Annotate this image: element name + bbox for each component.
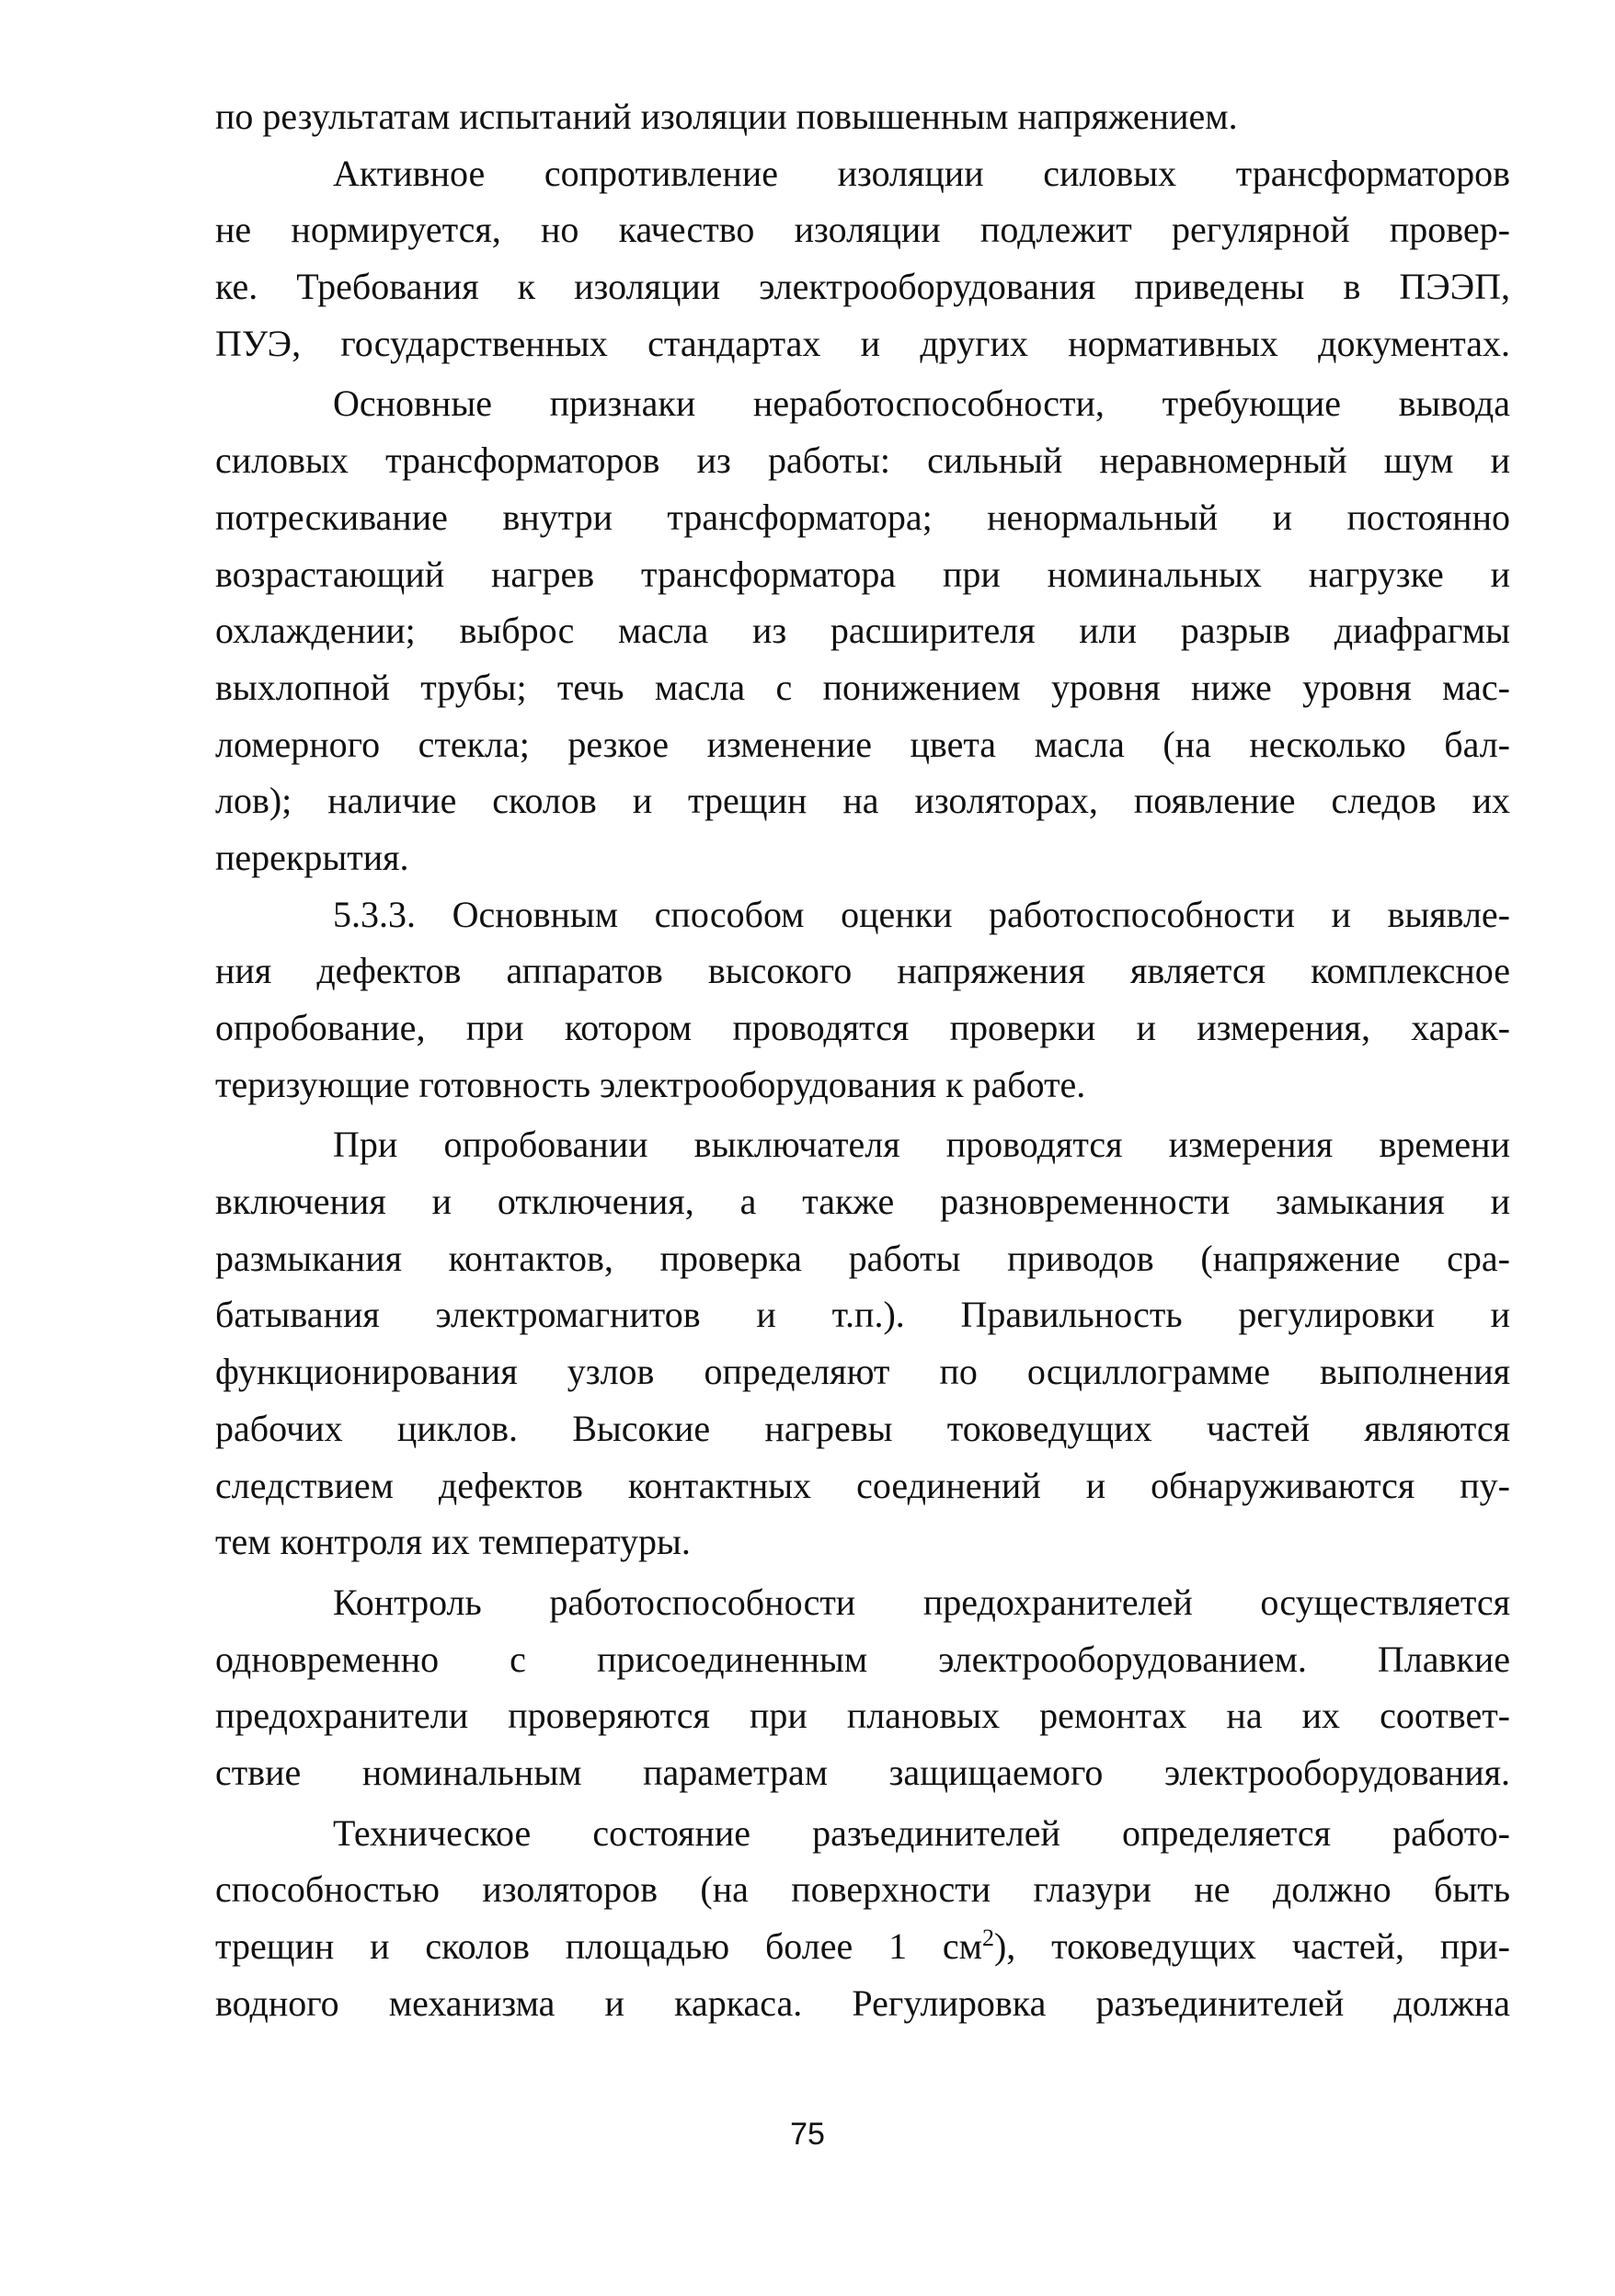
text-line: размыкания контактов, проверка работы приводов (напряжение сра-: [215, 1237, 1510, 1279]
text-line: функционирования узлов определяют по осциллограмме выполнения: [215, 1351, 1510, 1393]
text-line: предохранители проверяются при плановых ремонтах на их соответ-: [215, 1695, 1510, 1737]
text-line: ствие номинальным параметрам защищаемого электрооборудования.: [215, 1751, 1510, 1793]
text-line: потрескивание внутри трансформатора; ненормальный и постоянно: [215, 496, 1510, 538]
text-line: включения и отключения, а также разновременности замыкания и: [215, 1181, 1510, 1223]
text-line: способностью изоляторов (на поверхности глазури не должно быть: [215, 1868, 1510, 1911]
text-line: силовых трансформаторов из работы: сильный неравномерный шум и: [215, 440, 1510, 482]
text-line: [215, 1918, 1510, 1975]
text-line: не нормируется, но качество изоляции подлежит регулярной провер-: [215, 209, 1510, 251]
text-line: Контроль работоспособности предохранителей осуществляется: [333, 1581, 1510, 1623]
text-line: ломерного стекла; резкое изменение цвета масла (на несколько бал-: [215, 723, 1510, 765]
text-line: водного механизма и каркаса. Регулировка разъединителей должна: [215, 1982, 1510, 2024]
text-line: по результатам испытаний изоляции повышенным напряжением.: [215, 96, 1238, 137]
text-line: 5.3.3. Основным способом оценки работоспособности и выявле-: [333, 893, 1510, 935]
text-line: Активное сопротивление изоляции силовых трансформаторов: [333, 152, 1510, 194]
text-fragment: ), токоведущих частей, при-: [993, 1925, 1510, 1967]
superscript: 2: [981, 1925, 994, 1951]
text-line: одновременно с присоединенным электрооборудованием. Плавкие: [215, 1638, 1510, 1680]
text-line: Основные признаки неработоспособности, требующие вывода: [333, 383, 1510, 425]
text-line: тем контроля их температуры.: [215, 1521, 691, 1563]
text-line: ния дефектов аппаратов высокого напряжения является комплексное: [215, 950, 1510, 992]
text-line: лов); наличие сколов и трещин на изоляторах, появление следов их: [215, 780, 1510, 822]
text-line: теризующие готовность электрооборудования к работе.: [215, 1063, 1086, 1105]
text-line: ПУЭ, государственных стандартах и других нормативных документах.: [215, 322, 1510, 364]
text-line: охлаждении; выброс масла из расширителя или разрыв диафрагмы: [215, 610, 1510, 652]
page-body: [215, 88, 1510, 2031]
text-line: опробование, при котором проводятся проверки и измерения, харак-: [215, 1007, 1510, 1048]
page-number: 75: [790, 2117, 825, 2152]
text-line: следствием дефектов контактных соединений и обнаруживаются пу-: [215, 1464, 1510, 1506]
text-line: выхлопной трубы; течь масла с понижением уровня ниже уровня мас-: [215, 666, 1510, 708]
text-line: При опробовании выключателя проводятся измерения времени: [333, 1124, 1510, 1166]
text-line: возрастающий нагрев трансформатора при номинальных нагрузке и: [215, 553, 1510, 595]
text-line: Техническое состояние разъединителей определяется работо-: [333, 1811, 1510, 1854]
text-line: ке. Требования к изоляции электрооборудования приведены в ПЭЭП,: [215, 266, 1510, 308]
text-line: батывания электромагнитов и т.п.). Правильность регулировки и: [215, 1294, 1510, 1336]
text-line: рабочих циклов. Высокие нагревы токоведущих частей являются: [215, 1407, 1510, 1449]
text-fragment: трещин и сколов площадью более 1 см: [215, 1925, 982, 1967]
text-line: перекрытия.: [215, 836, 409, 878]
